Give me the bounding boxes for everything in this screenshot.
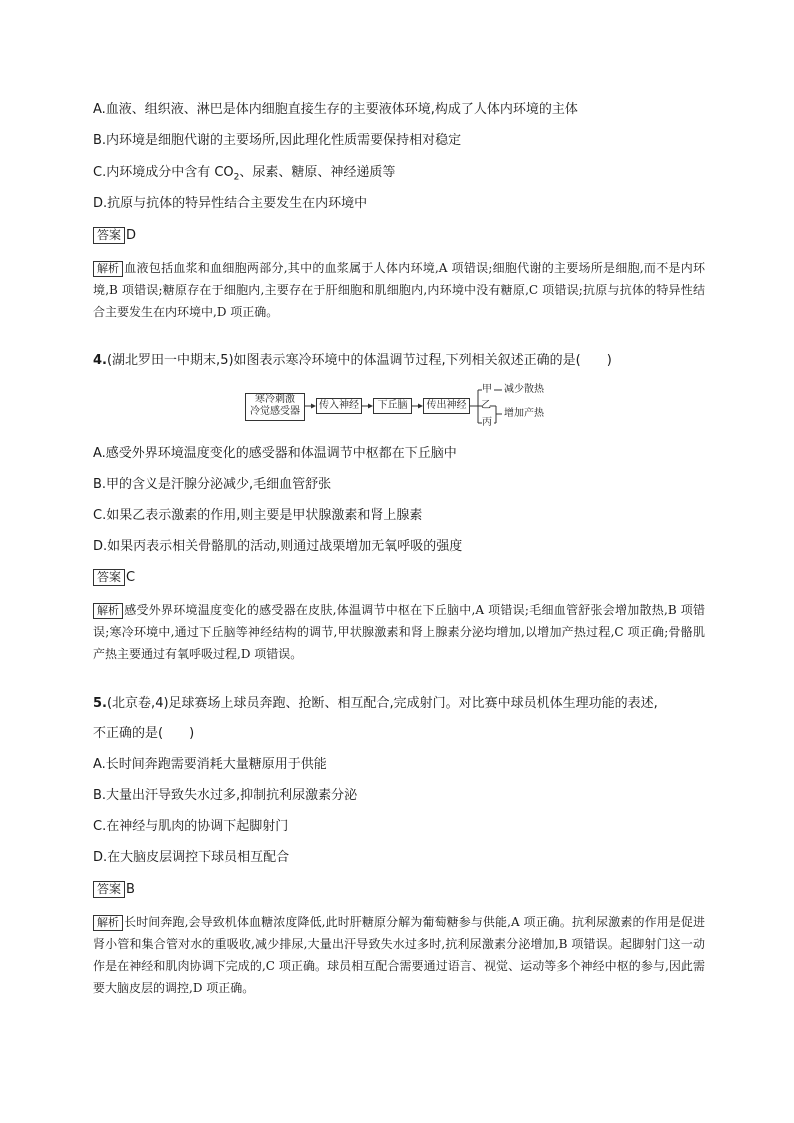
q3-option-d: D.抗原与抗体的特异性结合主要发生在内环境中 (93, 196, 368, 211)
q5-option-c: C.在神经与肌肉的协调下起脚射门 (93, 819, 289, 834)
q4-explanation-text: 感受外界环境温度变化的感受器在皮肤,体温调节中枢在下丘脑中,A 项错误;毛细血管舒张会增加散热,B 项错误;寒冷环境中,通过下丘脑等神经结构的调节,甲状腺激素和肾上腺素分泌均增加,以增加产热过程,C 项正确;骨骼肌产热主要通过有氧呼吸过程,D 项错误。 (93, 603, 705, 661)
answer-tag: 答案 (93, 227, 125, 244)
q4-option-d: D.如果丙表示相关骨骼肌的活动,则通过战栗增加无氧呼吸的强度 (93, 539, 463, 554)
q4-stem (93, 352, 612, 370)
q5-option-d: D.在大脑皮层调控下球员相互配合 (93, 850, 290, 865)
q3-option-c-suffix: 、尿素、糖原、神经递质等 (239, 165, 396, 180)
diagram-label-reduce-heat-loss: 减少散热 (504, 384, 544, 395)
q3-option-a: A.血液、组织液、淋巴是体内细胞直接生存的主要液体环境,构成了人体内环境的主体 (93, 102, 578, 117)
q5-number: 5. (93, 696, 107, 711)
q5-stem-line1 (93, 695, 658, 713)
answer-tag: 答案 (93, 881, 125, 898)
q3-option-b: B.内环境是细胞代谢的主要场所,因此理化性质需要保持相对稳定 (93, 133, 462, 148)
explanation-tag: 解析 (93, 915, 123, 931)
explanation-tag: 解析 (93, 261, 123, 277)
q4-option-b: B.甲的含义是汗腺分泌减少,毛细血管舒张 (93, 477, 332, 492)
q3-option-c-prefix: C.内环境成分中含有 CO (93, 165, 234, 180)
q3-explanation-text: 血液包括血浆和血细胞两部分,其中的血浆属于人体内环境,A 项错误;细胞代谢的主要场所是细胞,而不是内环境,B 项错误;糖原存在于细胞内,主要存在于肝细胞和肌细胞内,内环境中没有糖原,C 项错误;抗原与抗体的特异性结合主要发生在内环境中,D 项正确。 (93, 261, 705, 319)
q4-answer (93, 569, 135, 587)
q4-answer-value: C (126, 570, 136, 585)
q5-explanation (93, 911, 705, 999)
diagram-label-yi: 乙 (481, 400, 491, 411)
arrowhead-1 (311, 404, 316, 409)
q5-explanation-text: 长时间奔跑,会导致机体血糖浓度降低,此时肝糖原分解为葡萄糖参与供能,A 项正确。抗利尿激素的作用是促进肾小管和集合管对水的重吸收,减少排尿,大量出汗导致失水过多时,抗利尿激素分泌增加,B 项错误。起脚射门这一动作是在神经和肌肉协调下完成的,C 项正确。球员相互配合需要通过语言、视觉、运动等多个神经中枢的参与,因此需要大脑皮层的调控,D 项正确。 (93, 915, 705, 995)
q5-answer-value: B (126, 882, 135, 897)
q5-option-a: A.长时间奔跑需要消耗大量糖原用于供能 (93, 757, 327, 772)
explanation-tag: 解析 (93, 603, 123, 619)
arrowhead-2 (368, 404, 373, 409)
q3-answer-value: D (126, 228, 137, 243)
q4-stem-text: (湖北罗田一中期末,5)如图表示寒冷环境中的体温调节过程,下列相关叙述正确的是( ) (106, 353, 612, 368)
q5-stem-text: (北京卷,4)足球赛场上球员奔跑、抢断、相互配合,完成射门。对比赛中球员机体生理功能的表述, (106, 696, 658, 711)
q3-explanation (93, 257, 705, 323)
q4-option-a: A.感受外界环境温度变化的感受器和体温调节中枢都在下丘脑中 (93, 446, 457, 461)
diagram-box-receptor (245, 393, 305, 421)
q3-answer (93, 227, 136, 245)
q5-stem-line2: 不正确的是( ) (93, 726, 195, 741)
q3-option-c (93, 164, 395, 187)
q4-number: 4. (93, 353, 107, 368)
diagram-label-jia: 甲 (482, 384, 492, 395)
q5-answer (93, 881, 135, 899)
diagram-label-bing: 丙 (482, 417, 492, 428)
diagram-box-receptor-line2: 冷觉感受器 (250, 406, 300, 417)
diagram-box-receptor-line1: 寒冷刺激 (255, 394, 295, 405)
q4-explanation (93, 599, 705, 665)
diagram-label-increase-heat: 增加产热 (504, 408, 544, 419)
answer-tag: 答案 (93, 569, 125, 586)
diagram-box-efferent: 传出神经 (423, 398, 470, 414)
q3-option-c-sub: 2 (233, 172, 240, 183)
q4-option-c: C.如果乙表示激素的作用,则主要是甲状腺激素和肾上腺素 (93, 508, 423, 523)
q5-option-b: B.大量出汗导致失水过多,抑制抗利尿激素分泌 (93, 788, 358, 803)
diagram-box-afferent: 传入神经 (316, 398, 362, 414)
arrowhead-3 (418, 404, 423, 409)
diagram-box-hypothalamus: 下丘脑 (373, 398, 412, 414)
